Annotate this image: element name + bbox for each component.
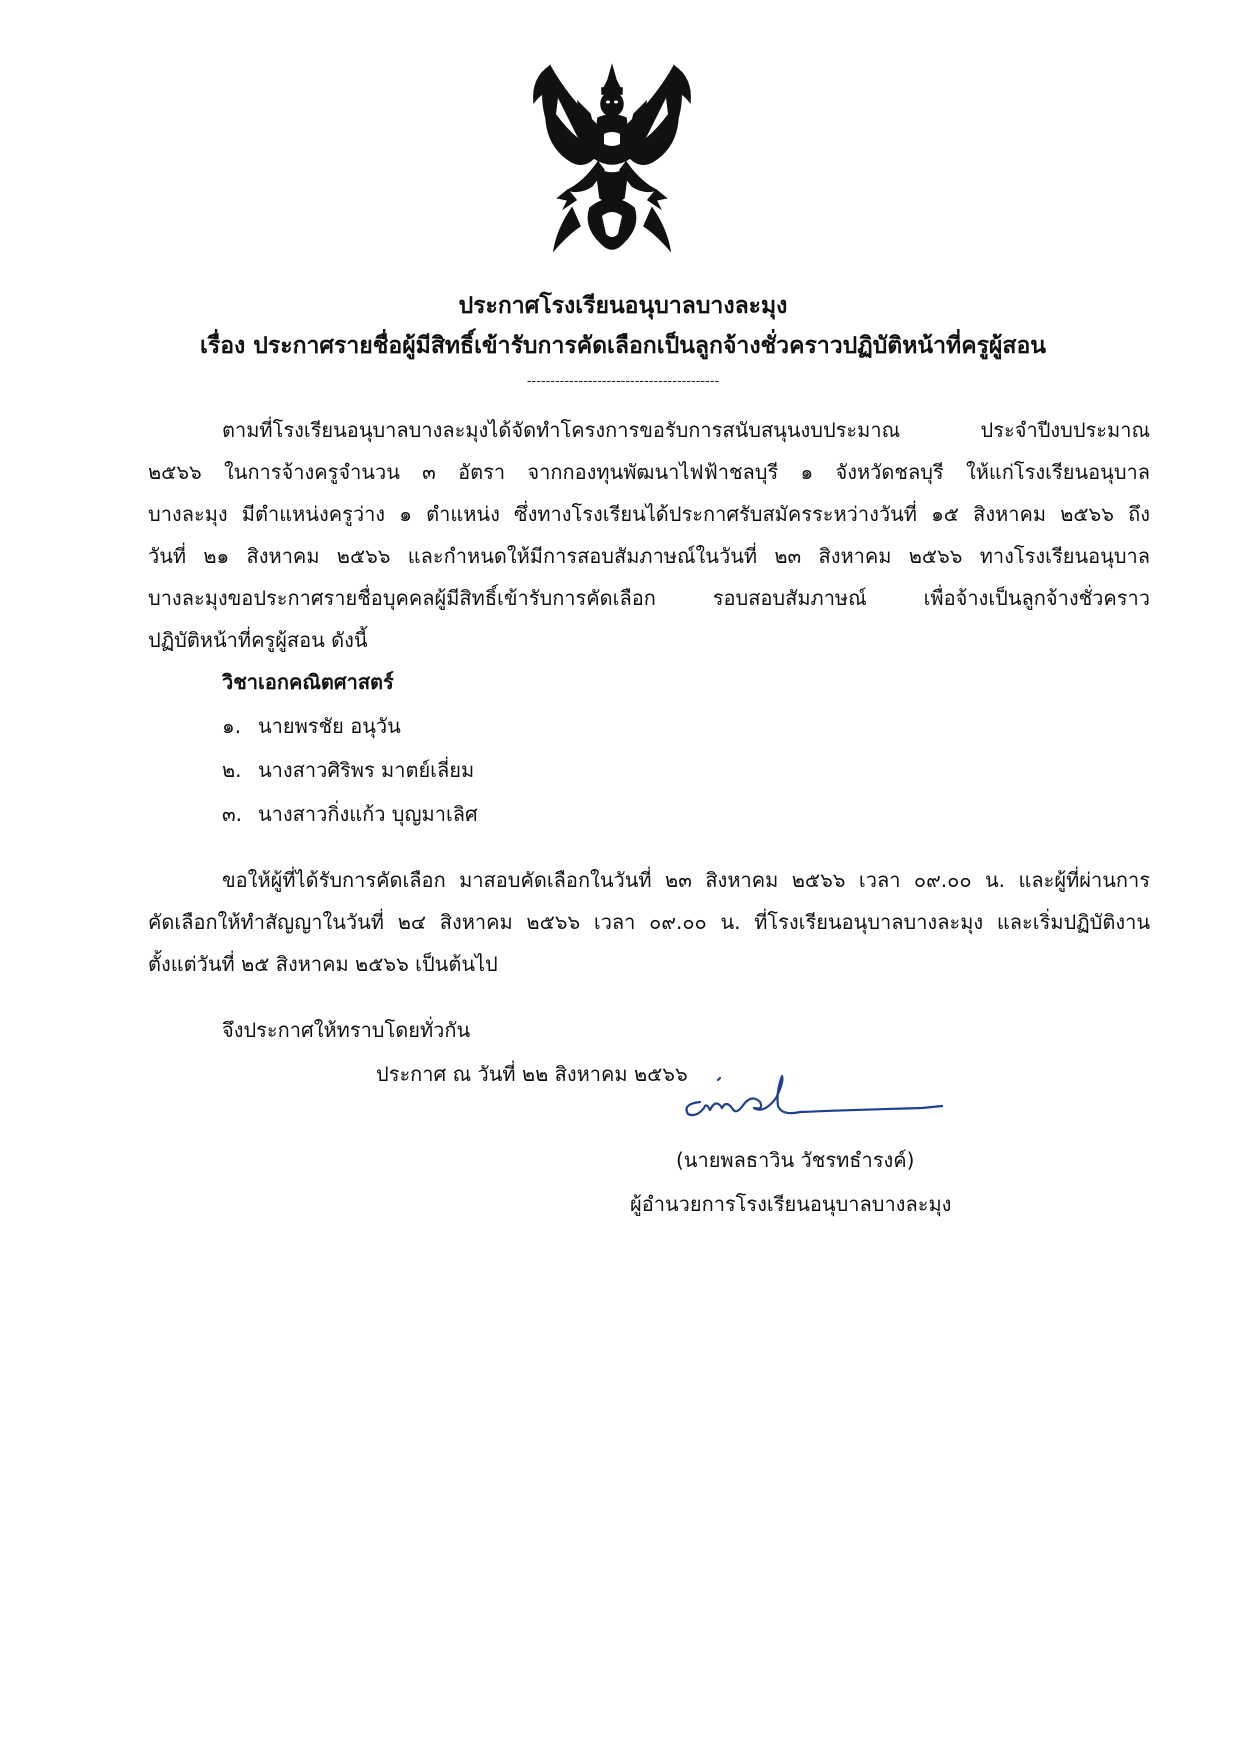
candidate-name: นางสาวศิริพร มาตย์เลี่ยม (258, 758, 475, 782)
paragraph-2-line-2: คัดเลือกให้ทำสัญญาในวันที่ ๒๔ สิงหาคม ๒๕๖๖ เวลา ๐๙.๐๐ น. ที่โรงเรียนอนุบาลบางละมุง และเริ่มปฏิบัติงาน (148, 910, 1150, 934)
paragraph-1-line-6: ปฏิบัติหน้าที่ครูผู้สอน ดังนี้ (148, 628, 368, 652)
announcement-title: ประกาศโรงเรียนอนุบาลบางละมุง (458, 293, 788, 319)
paragraph-1-line-2: ๒๕๖๖ ในการจ้างครูจำนวน ๓ อัตรา จากกองทุนพัฒนาไฟฟ้าชลบุรี ๑ จังหวัดชลบุรี ให้แก่โรงเรียนอนุบาล (148, 460, 1150, 484)
candidate-list-item (222, 800, 478, 828)
paragraph-2-line-3: ตั้งแต่วันที่ ๒๕ สิงหาคม ๒๕๖๖ เป็นต้นไป (148, 952, 498, 976)
announcement-date: ประกาศ ณ วันที่ ๒๒ สิงหาคม ๒๕๖๖ (376, 1062, 688, 1086)
garuda-emblem-icon (528, 58, 696, 263)
paragraph-2-line-1: ขอให้ผู้ที่ได้รับการคัดเลือก มาสอบคัดเลือกในวันที่ ๒๓ สิงหาคม ๒๕๖๖ เวลา ๐๙.๐๐ น. และผู้ที่ผ่านการ (222, 868, 1150, 892)
candidate-number: ๒. (222, 758, 242, 782)
candidate-name: นายพรชัย อนุวัน (258, 714, 401, 738)
closing-statement: จึงประกาศให้ทราบโดยทั่วกัน (222, 1018, 471, 1042)
subject-heading: วิชาเอกคณิตศาสตร์ (222, 670, 394, 694)
candidate-list-item (222, 712, 401, 740)
candidate-number: ๓. (222, 802, 243, 826)
signatory-name: (นายพลธาวิน วัชรทธำรงค์) (676, 1148, 915, 1172)
announcement-subject: เรื่อง ประกาศรายชื่อผู้มีสิทธิ์เข้ารับการคัดเลือกเป็นลูกจ้างชั่วคราวปฏิบัติหน้าที่ครูผู้สอน (200, 333, 1046, 359)
paragraph-1-line-4: วันที่ ๒๑ สิงหาคม ๒๕๖๖ และกำหนดให้มีการสอบสัมภาษณ์ในวันที่ ๒๓ สิงหาคม ๒๕๖๖ ทางโรงเรียนอนุบาล (148, 544, 1150, 568)
title-divider: ----------------------------------------- (526, 374, 720, 389)
handwritten-signature (660, 1068, 960, 1132)
paragraph-1-line-5: บางละมุงขอประกาศรายชื่อบุคคลผู้มีสิทธิ์เข้ารับการคัดเลือก รอบสอบสัมภาษณ์ เพื่อจ้างเป็นลูกจ้างชั่วคราว (148, 586, 1150, 610)
paragraph-1-line-3: บางละมุง มีตำแหน่งครูว่าง ๑ ตำแหน่ง ซึ่งทางโรงเรียนได้ประกาศรับสมัครระหว่างวันที่ ๑๕ สิงหาคม ๒๕๖๖ ถึง (148, 502, 1150, 526)
signatory-position: ผู้อำนวยการโรงเรียนอนุบาลบางละมุง (630, 1192, 952, 1216)
candidate-name: นางสาวกิ่งแก้ว บุญมาเลิศ (258, 802, 478, 826)
paragraph-1-line-1: ตามที่โรงเรียนอนุบาลบางละมุงได้จัดทำโครงการขอรับการสนับสนุนงบประมาณ ประจำปีงบประมาณ (222, 418, 1150, 442)
candidate-number: ๑. (222, 714, 242, 738)
candidate-list-item (222, 756, 474, 784)
